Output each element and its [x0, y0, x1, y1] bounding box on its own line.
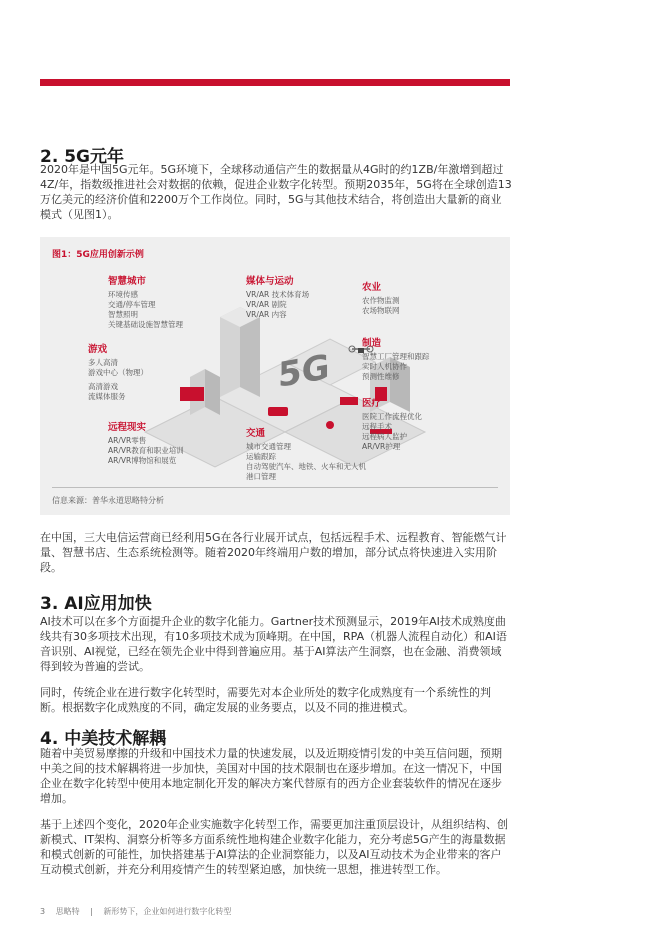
figure-source: 信息来源：普华永道思略特分析	[52, 496, 164, 505]
group-smart-city	[108, 273, 183, 330]
paragraph-ai-1: AI技术可以在多个方面提升企业的数字化能力。Gartner技术预测显示，2019年AI技术成熟度曲线共有30多项技术出现，有10多项技术成为顶峰期。在中国，RPA（机器人流程自动化）和AI语音识别、AI视觉，已经在领先企业中得到普遍应用。基于AI算法产生洞察，也在金融、消费领域得到较为普遍的尝试。	[40, 615, 507, 673]
section-heading-ai: 3. AI应用加快	[40, 594, 152, 614]
group-item: 自动驾驶汽车、地铁、火车和无人机	[246, 462, 366, 471]
group-item: AR/VR护理	[362, 442, 401, 451]
group-item: AR/VR教育和职业培训	[108, 446, 184, 455]
figure-divider	[52, 487, 498, 488]
red-car	[268, 407, 288, 416]
group-item: 智慧工厂管理和跟踪	[362, 352, 430, 361]
group-media	[246, 273, 309, 320]
group-healthcare	[362, 395, 422, 452]
group-title: 游戏	[88, 344, 108, 355]
group-item: 农作物监测	[362, 296, 400, 305]
group-item: 多人高清	[88, 358, 118, 367]
page-footer	[40, 906, 239, 917]
red-bench	[340, 397, 358, 405]
top-accent-bar	[40, 79, 510, 86]
group-item: 交通/停车管理	[108, 300, 156, 309]
page-number: 3	[40, 907, 46, 916]
section-heading-decoupling: 4. 中美技术解耦	[40, 729, 167, 749]
figure-5g-applications	[40, 237, 510, 515]
footer-separator: |	[90, 907, 93, 916]
group-item: VR/AR 技术体育场	[246, 290, 310, 299]
footer-brand: 思略特	[55, 907, 80, 916]
figure-title: 图1：5G应用创新示例	[52, 250, 144, 260]
paragraph-ai-2: 同时，传统企业在进行数字化转型时，需要先对本企业所处的数字化成熟度有一个系统性的判断。根据数字化成熟度的不同，确定发展的业务要点，以及不同的推进模式。	[40, 686, 491, 714]
paragraph-decoupling-1: 随着中美贸易摩擦的升级和中国技术力量的快速发展，以及近期疫情引发的中美互信问题，预期中美之间的技术解耦将进一步加快，美国对中国的技术限制也在逐步增加。在这一情况下，中国企业在数字化转型中使用本地定制化开发的解决方案代替原有的西方企业套装软件的情况在逐步增加。	[40, 747, 502, 805]
group-item: VR/AR 内容	[246, 310, 287, 319]
group-item: 环境传感	[108, 290, 138, 299]
group-title: 制造	[362, 338, 382, 349]
group-item: 城市交通管理	[246, 442, 291, 451]
group-item: 港口管理	[246, 472, 276, 481]
group-item: 医院工作流程优化	[362, 412, 422, 421]
group-item: 远程手术	[362, 422, 392, 431]
footer-title: 新形势下，企业如何进行数字化转型	[103, 907, 232, 916]
group-item: 实时人机协作	[362, 362, 407, 371]
group-title: 媒体与运动	[246, 276, 294, 287]
paragraph-china-5g: 在中国，三大电信运营商已经利用5G在各行业展开试点，包括远程手术、远程教育、智能燃气计量、智慧书店、生态系统检测等。随着2020年终端用户数的增加，部分试点将快速进入实用阶段。	[40, 531, 507, 574]
paragraph-5g: 2020年是中国5G元年。5G环境下，全球移动通信产生的数据量从4G时的约1ZB/年激增到超过4Z/年，指数级推进社会对数据的依赖，促进企业数字化转型。预期2035年，5G将在全球创造13万亿美元的经济价值和2200万个工作岗位。同时，5G与其他技术结合，将创造出大量新的商业模式（见图1）。	[40, 163, 512, 221]
group-gaming	[88, 341, 148, 402]
group-transport	[246, 425, 366, 482]
group-manufacturing	[362, 335, 430, 382]
group-item: 智慧照明	[108, 310, 138, 319]
group-item: 预测性维修	[362, 372, 400, 381]
group-item: 关键基础设施智慧管理	[108, 320, 183, 329]
group-title: 农业	[362, 282, 382, 293]
group-item: VR/AR 剧院	[246, 300, 287, 309]
paragraph-decoupling-2: 基于上述四个变化，2020年企业实施数字化转型工作，需要更加注重顶层设计，从组织结构、创新模式、IT架构、洞察分析等多方面系统性地构建企业数字化能力，充分考虑5G产生的海量数据和模式创新的可能性，加快搭建基于AI算法的企业洞察能力，以及AI互动技术为企业带来的客户互动模式创新，并充分利用疫情产生的转型紧迫感，加快统一思想，推进转型工作。	[40, 818, 508, 876]
section-heading-5g: 2. 5G元年	[40, 147, 124, 167]
group-item: 运输跟踪	[246, 452, 276, 461]
group-item: 远程病人监护	[362, 432, 407, 441]
group-item: 流媒体服务	[88, 392, 126, 401]
group-title: 智慧城市	[108, 276, 147, 287]
group-title: 远程现实	[108, 422, 147, 433]
center-5g-label: 5G	[278, 347, 330, 396]
group-title: 医疗	[362, 398, 382, 409]
group-item: 高清游戏	[88, 382, 118, 391]
group-agriculture	[362, 279, 400, 316]
group-title: 交通	[246, 428, 266, 439]
group-item: 游戏中心（物理）	[88, 368, 148, 377]
group-remote-reality	[108, 419, 184, 466]
red-screen	[180, 387, 204, 401]
group-item: AR/VR零售	[108, 436, 147, 445]
group-item: AR/VR博物馆和展览	[108, 456, 177, 465]
group-item: 农场物联网	[362, 306, 400, 315]
